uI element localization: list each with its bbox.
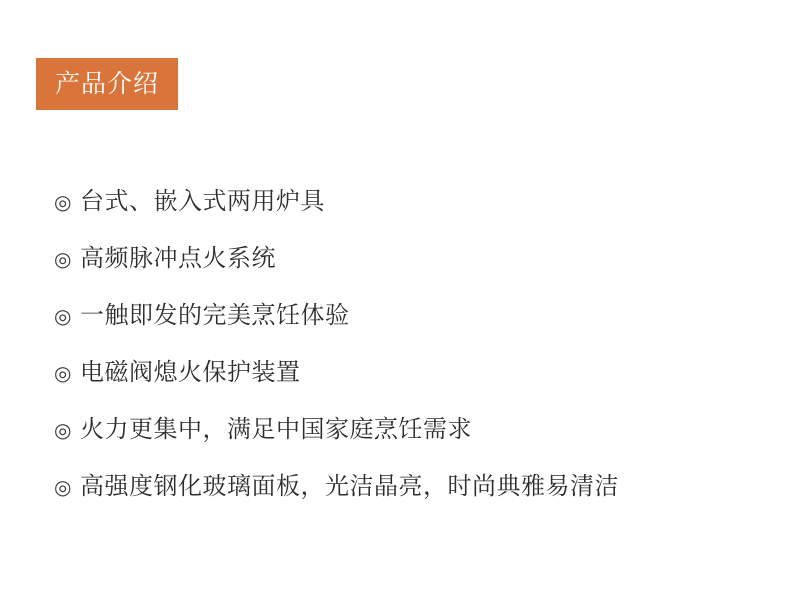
bullet-marker-icon: ◎ <box>54 190 72 214</box>
page-title: 产品介绍 <box>54 69 159 98</box>
list-item-label: 高频脉冲点火系统 <box>80 244 276 272</box>
bullet-marker-icon: ◎ <box>54 304 72 328</box>
bullet-marker-icon: ◎ <box>54 475 72 499</box>
list-item <box>54 413 770 447</box>
list-item-label: 高强度钢化玻璃面板，光洁晶亮，时尚典雅易清洁 <box>80 472 619 500</box>
list-item <box>54 299 770 333</box>
list-item-label: 台式、嵌入式两用炉具 <box>80 187 325 215</box>
bullet-marker-icon: ◎ <box>54 247 72 271</box>
list-item <box>54 185 770 219</box>
bullet-marker-icon: ◎ <box>54 418 72 442</box>
list-item <box>54 242 770 276</box>
list-item <box>54 356 770 390</box>
list-item <box>54 470 770 504</box>
slide-title-badge <box>36 58 178 110</box>
bullet-list <box>54 185 770 527</box>
bullet-marker-icon: ◎ <box>54 361 72 385</box>
list-item-label: 一触即发的完美烹饪体验 <box>80 301 350 329</box>
list-item-label: 电磁阀熄火保护装置 <box>80 358 301 386</box>
list-item-label: 火力更集中，满足中国家庭烹饪需求 <box>80 415 472 443</box>
